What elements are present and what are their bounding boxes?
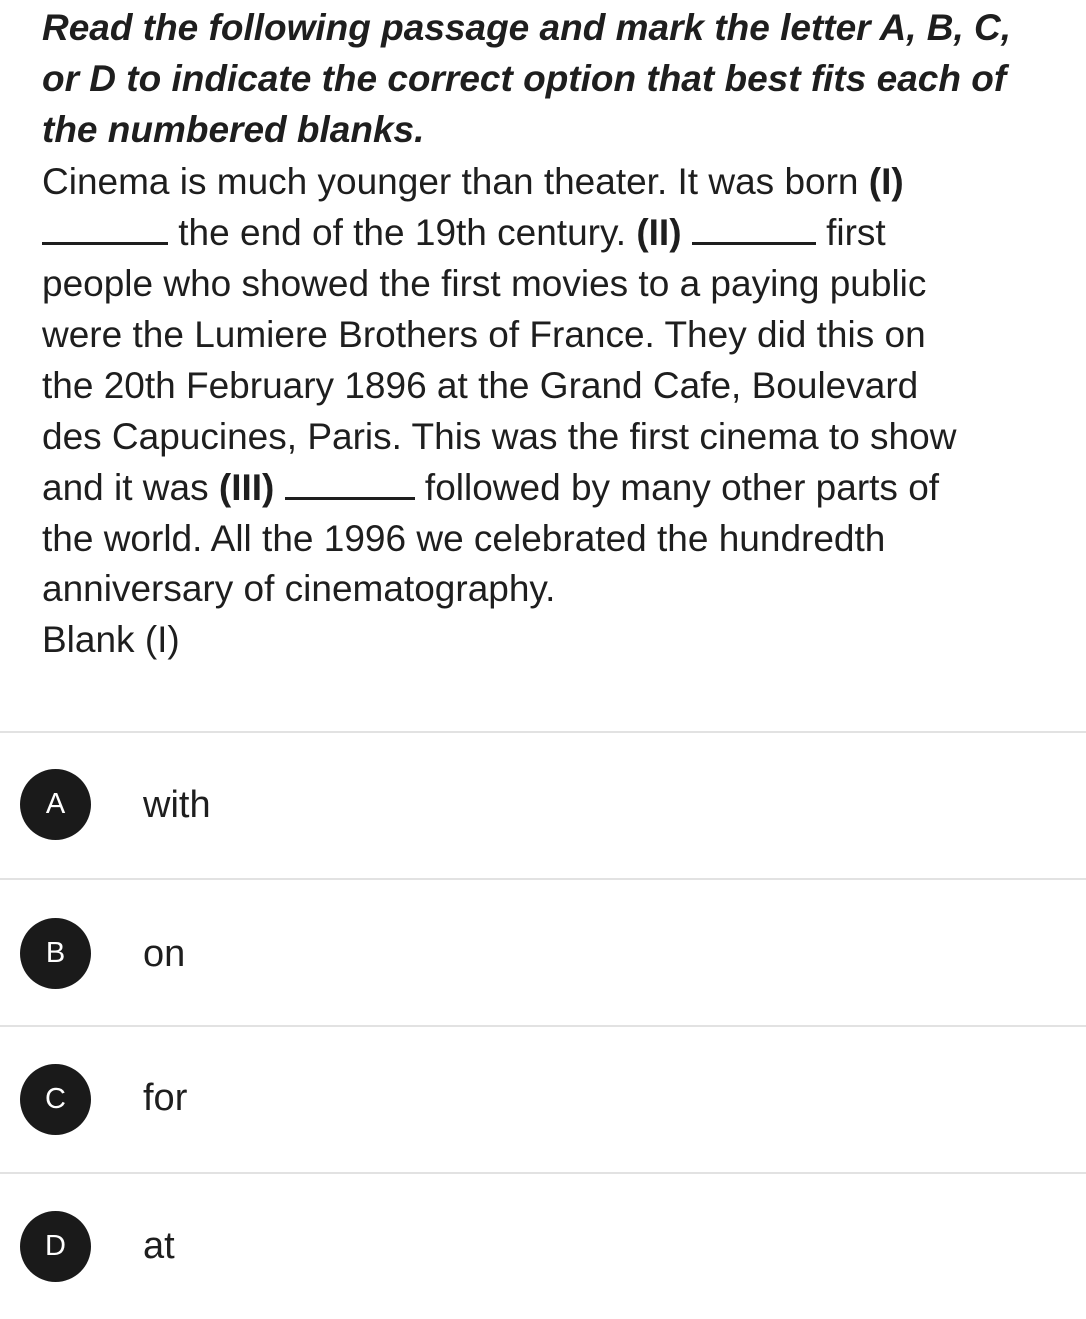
option-letter-badge: D xyxy=(20,1211,91,1282)
passage-line: were the Lumiere Brothers of France. They did this on xyxy=(42,314,926,355)
option-text: with xyxy=(143,784,211,826)
passage-text: first xyxy=(826,212,886,253)
passage-text: the end of the 19th century. xyxy=(178,212,637,253)
passage-line: the 20th February 1896 at the Grand Cafe, Boulevard xyxy=(42,365,919,406)
question-instruction: Read the following passage and mark the letter A, B, C, or D to indicate the correct option that best fits each of the numbered blanks. xyxy=(42,7,1012,150)
passage-line xyxy=(42,156,904,207)
passage-text: and it was xyxy=(42,467,219,508)
blank-marker-ii: (II) xyxy=(636,212,682,253)
option-a[interactable] xyxy=(0,733,1086,878)
passage-line: people who showed the first movies to a paying public xyxy=(42,263,927,304)
option-b[interactable] xyxy=(0,880,1086,1025)
option-text: at xyxy=(143,1225,175,1267)
blank-marker-iii: (III) xyxy=(218,467,275,508)
blank-line-iii xyxy=(285,467,415,500)
option-text: for xyxy=(143,1077,188,1119)
option-letter-badge: B xyxy=(20,918,91,989)
option-letter-badge: C xyxy=(20,1064,91,1135)
option-c[interactable] xyxy=(0,1027,1086,1172)
passage-line xyxy=(42,462,939,513)
blank-line-ii xyxy=(692,212,816,245)
passage-text: followed by many other parts of xyxy=(424,467,940,508)
passage-line: des Capucines, Paris. This was the first cinema to show xyxy=(42,416,957,457)
option-d[interactable] xyxy=(0,1174,1086,1319)
blank-marker-i: (I) xyxy=(868,161,904,202)
option-letter-badge: A xyxy=(20,769,91,840)
passage-line xyxy=(42,207,886,258)
blank-line-i xyxy=(42,212,168,245)
blank-label: Blank (I) xyxy=(42,619,180,660)
option-text: on xyxy=(143,933,186,975)
passage-text: Cinema is much younger than theater. It was born xyxy=(42,161,869,202)
passage-line: anniversary of cinematography. xyxy=(42,568,556,609)
passage-line: the world. All the 1996 we celebrated the hundredth xyxy=(42,518,886,559)
